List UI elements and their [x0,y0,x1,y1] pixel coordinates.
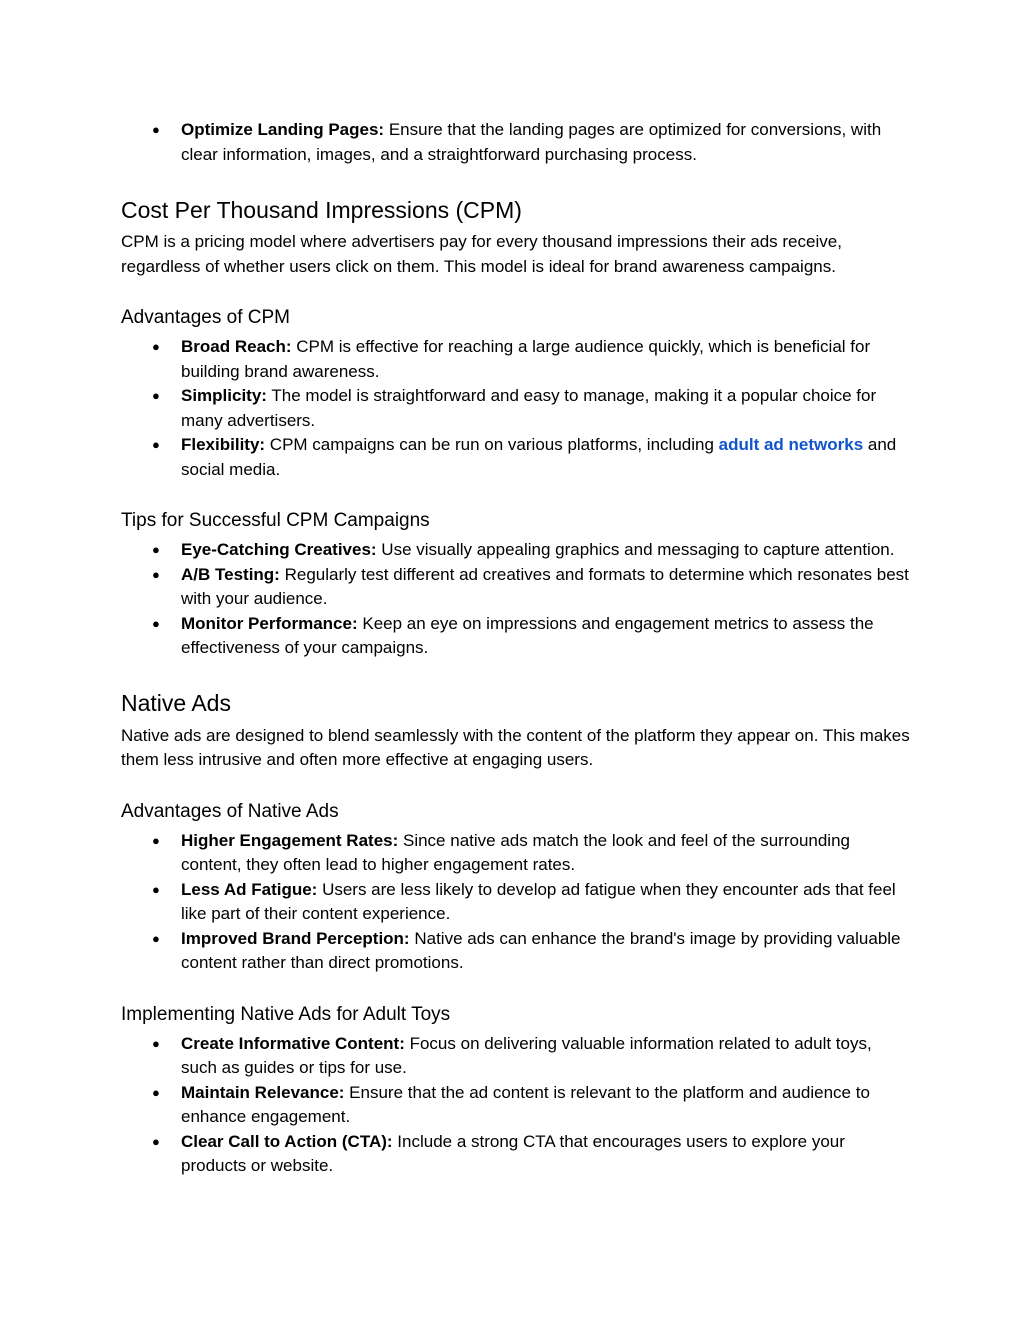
item-text: Native ads can enhance the brand's image by providing valuable content rather than direct promotions. [181,928,901,972]
bullet-list [121,538,911,661]
subheading-tips-cpm: Tips for Successful CPM Campaigns [121,510,430,531]
item-term: Improved Brand Perception: [181,928,410,948]
bullet-icon: ● [152,930,160,946]
bullet-icon: ● [152,1035,160,1051]
item-text: The model is straightforward and easy to manage, making it a popular choice for many advertisers. [181,386,877,430]
list-item [121,878,911,927]
bullet-icon: ● [152,832,160,848]
item-text: Ensure that the ad content is relevant to the platform and audience to enhance engagement. [181,1082,870,1126]
item-text: CPM is effective for reaching a large audience quickly, which is beneficial for building brand awareness. [181,337,871,381]
item-term: Higher Engagement Rates: [181,830,399,850]
list-item [121,384,911,433]
bullet-icon: ● [152,1084,160,1100]
list-item [121,927,911,976]
item-term: Less Ad Fatigue: [181,879,318,899]
item-text: Users are less likely to develop ad fatigue when they encounter ads that feel like part of their content experience. [181,879,896,923]
section-heading-native-ads: Native Ads [121,689,231,716]
subheading-advantages-native: Advantages of Native Ads [121,800,339,822]
item-term: Broad Reach: [181,337,292,356]
item-term: Maintain Relevance: [181,1082,345,1102]
list-item [121,1081,911,1130]
item-text: and social media. [181,435,897,479]
item-term: Simplicity: [181,386,267,405]
bullet-list [121,1032,911,1179]
list-item [121,1130,911,1179]
list-item [121,433,911,482]
item-term: Monitor Performance: [181,613,358,633]
bullet-icon: ● [152,122,160,137]
item-text: Regularly test different ad creatives and formats to determine which resonates best with your audience. [181,564,909,608]
item-text: Keep an eye on impressions and engagement metrics to assess the effectiveness of your campaigns. [181,613,874,657]
list-item [121,829,911,878]
item-term: Clear Call to Action (CTA): [181,1131,393,1151]
list-item [121,335,911,384]
section-heading-cpm: Cost Per Thousand Impressions (CPM) [121,197,522,223]
item-term: Create Informative Content: [181,1033,405,1053]
bullet-icon: ● [152,388,160,403]
list-item [121,563,911,612]
item-text: Ensure that the landing pages are optimized for conversions, with clear information, images, and a straightforward purchasing process. [181,120,882,164]
item-text: Focus on delivering valuable information related to adult toys, such as guides or tips for use. [181,1033,872,1077]
bullet-icon: ● [152,615,160,631]
document-page [121,118,911,1179]
bullet-icon: ● [152,437,160,452]
section-paragraph-cpm: CPM is a pricing model where advertisers pay for every thousand impressions their ads receive, regardless of whether users click on them. This model is ideal for brand awareness campaigns. [121,232,842,276]
bullet-icon: ● [152,542,160,557]
bullet-list [121,118,911,167]
adult-ad-networks-link[interactable]: adult ad networks [718,435,864,454]
list-item [121,612,911,661]
item-term: A/B Testing: [181,564,280,584]
item-text: CPM campaigns can be run on various platforms, including [265,435,719,454]
list-item [121,1032,911,1081]
list-item [121,538,911,563]
item-term: Flexibility: [181,435,266,454]
item-term: Optimize Landing Pages: [181,120,385,139]
bullet-icon: ● [152,881,160,897]
section-paragraph-native-ads: Native ads are designed to blend seamlessly with the content of the platform they appear on. This makes them less intrusive and often more effective at engaging users. [121,725,910,769]
bullet-list [121,335,911,482]
list-item [121,118,911,167]
item-text: Include a strong CTA that encourages users to explore your products or website. [181,1131,845,1175]
bullet-icon: ● [152,339,160,354]
item-text: Since native ads match the look and feel of the surrounding content, they often lead to higher engagement rates. [181,830,850,874]
subheading-implementing-native: Implementing Native Ads for Adult Toys [121,1003,451,1025]
item-text: Use visually appealing graphics and messaging to capture attention. [376,540,895,559]
subheading-advantages-cpm: Advantages of CPM [121,307,290,328]
bullet-icon: ● [152,1133,160,1149]
bullet-list [121,829,911,976]
item-term: Eye-Catching Creatives: [181,540,377,559]
bullet-icon: ● [152,566,160,582]
